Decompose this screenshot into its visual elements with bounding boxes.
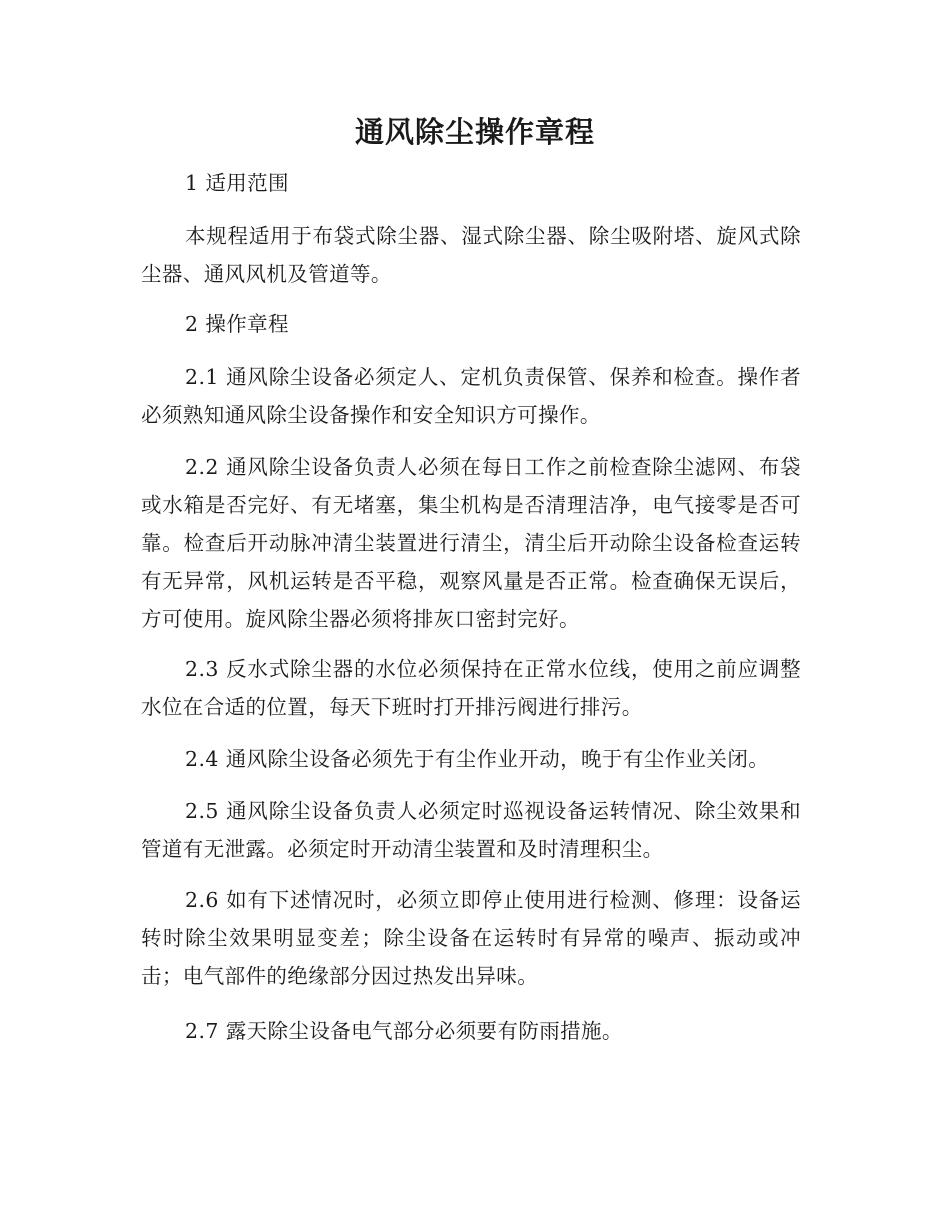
paragraph-scope: 本规程适用于布袋式除尘器、湿式除尘器、除尘吸附塔、旋风式除尘器、通风风机及管道等。 [141,224,801,286]
paragraph-2-4: 2.4 通风除尘设备必须先于有尘作业开动，晚于有尘作业关闭。 [185,747,770,771]
paragraph-2-5: 2.5 通风除尘设备负责人必须定时巡视设备运转情况、除尘效果和管道有无泄露。必须定时开动清尘装置和及时清理积尘。 [141,799,801,861]
document-title: 通风除尘操作章程 [354,115,595,149]
paragraph-2-7: 2.7 露天除尘设备电气部分必须要有防雨措施。 [185,1019,623,1043]
paragraph-2-6: 2.6 如有下述情况时，必须立即停止使用进行检测、修理：设备运转时除尘效果明显变差；除尘设备在运转时有异常的噪声、振动或冲击；电气部件的绝缘部分因过热发出异味。 [141,888,801,988]
paragraph-2-2: 2.2 通风除尘设备负责人必须在每日工作之前检查除尘滤网、布袋或水箱是否完好、有无堵塞，集尘机构是否清理洁净，电气接零是否可靠。检查后开动脉冲清尘装置进行清尘，清尘后开动除尘设备检查运转有无异常，风机运转是否平稳，观察风量是否正常。检查确保无误后，方可使用。旋风除尘器必须将排灰口密封完好。 [141,455,801,631]
section-heading-procedures: 2 操作章程 [185,312,289,336]
paragraph-2-3: 2.3 反水式除尘器的水位必须保持在正常水位线，使用之前应调整水位在合适的位置，每天下班时打开排污阀进行排污。 [141,657,801,719]
section-heading-scope: 1 适用范围 [185,171,289,195]
paragraph-2-1: 2.1 通风除尘设备必须定人、定机负责保管、保养和检查。操作者必须熟知通风除尘设备操作和安全知识方可操作。 [141,365,801,427]
